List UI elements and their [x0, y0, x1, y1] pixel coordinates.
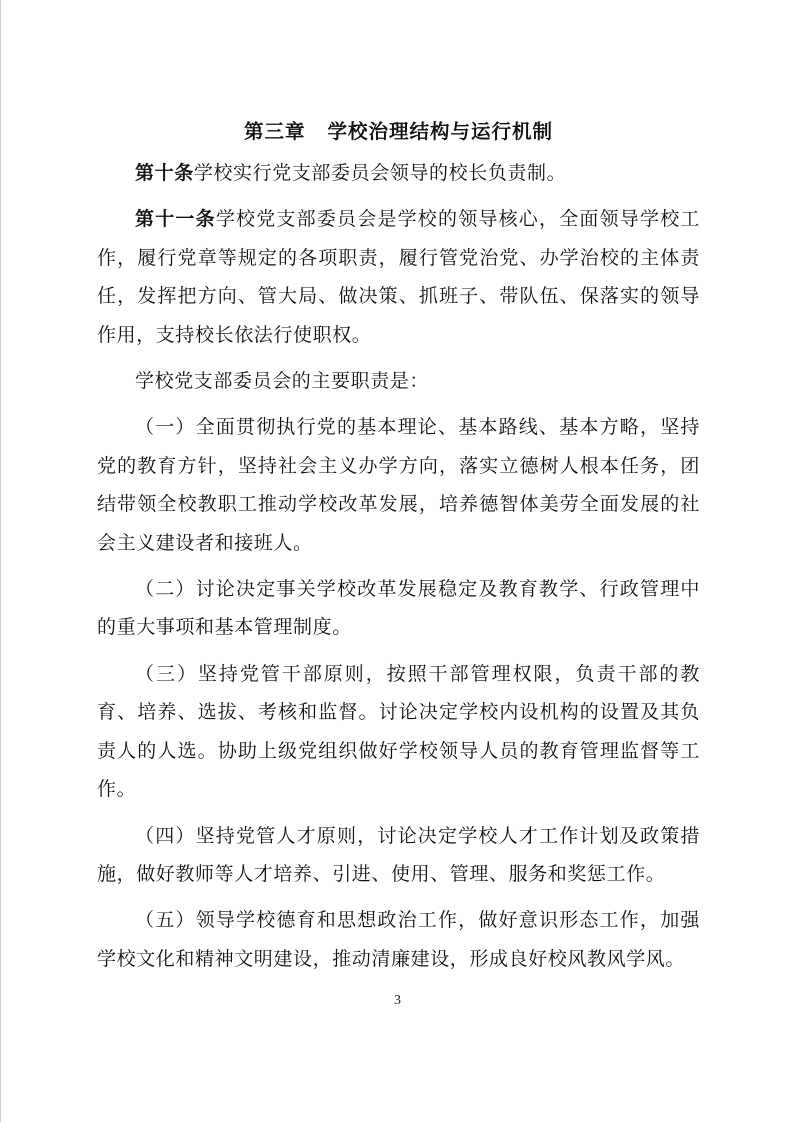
duty-item-1: （一）全面贯彻执行党的基本理论、基本路线、基本方略，坚持党的教育方针，坚持社会主义办学方向，落实立德树人根本任务，团结带领全校教职工推动学校改革发展，培养德智体美劳全面发展的社会主义建设者和接班人。 — [97, 416, 700, 554]
article-11 — [97, 200, 700, 354]
article-10-label: 第十条 — [135, 162, 194, 184]
article-11-text: 学校党支部委员会是学校的领导核心，全面领导学校工作，履行党章等规定的各项职责，履行管党治党、办学治校的主体责任，发挥把方向、管大局、做决策、抓班子、带队伍、保落实的领导作用，支持校长依法行使职权。 — [97, 208, 701, 346]
duty-item-4: （四）坚持党管人才原则，讨论决定学校人才工作计划及政策措施，做好教师等人才培养、引进、使用、管理、服务和奖惩工作。 — [97, 824, 700, 885]
chapter-number: 第三章 — [243, 120, 306, 143]
chapter-title — [97, 113, 700, 151]
duty-item-3: （三）坚持党管干部原则，按照干部管理权限，负责干部的教育、培养、选拔、考核和监督。讨论决定学校内设机构的设置及其负责人的人选。协助上级党组织做好学校领导人员的教育管理监督等工作。 — [97, 662, 700, 801]
duty-item-5: （五）领导学校德育和思想政治工作，做好意识形态工作，加强学校文化和精神文明建设，推动清廉建设，形成良好校风教风学风。 — [97, 909, 700, 970]
duties-intro: 学校党支部委员会的主要职责是： — [135, 370, 430, 393]
duty-item-2: （二）讨论决定事关学校改革发展稳定及教育教学、行政管理中的重大事项和基本管理制度。 — [97, 578, 700, 639]
page-number: 3 — [394, 993, 401, 1008]
chapter-name: 学校治理结构与运行机制 — [327, 120, 554, 143]
article-10 — [97, 154, 700, 192]
article-11-label: 第十一条 — [135, 208, 216, 231]
article-10-text: 学校实行党支部委员会领导的校长负责制。 — [193, 162, 567, 184]
page-content — [97, 113, 700, 986]
